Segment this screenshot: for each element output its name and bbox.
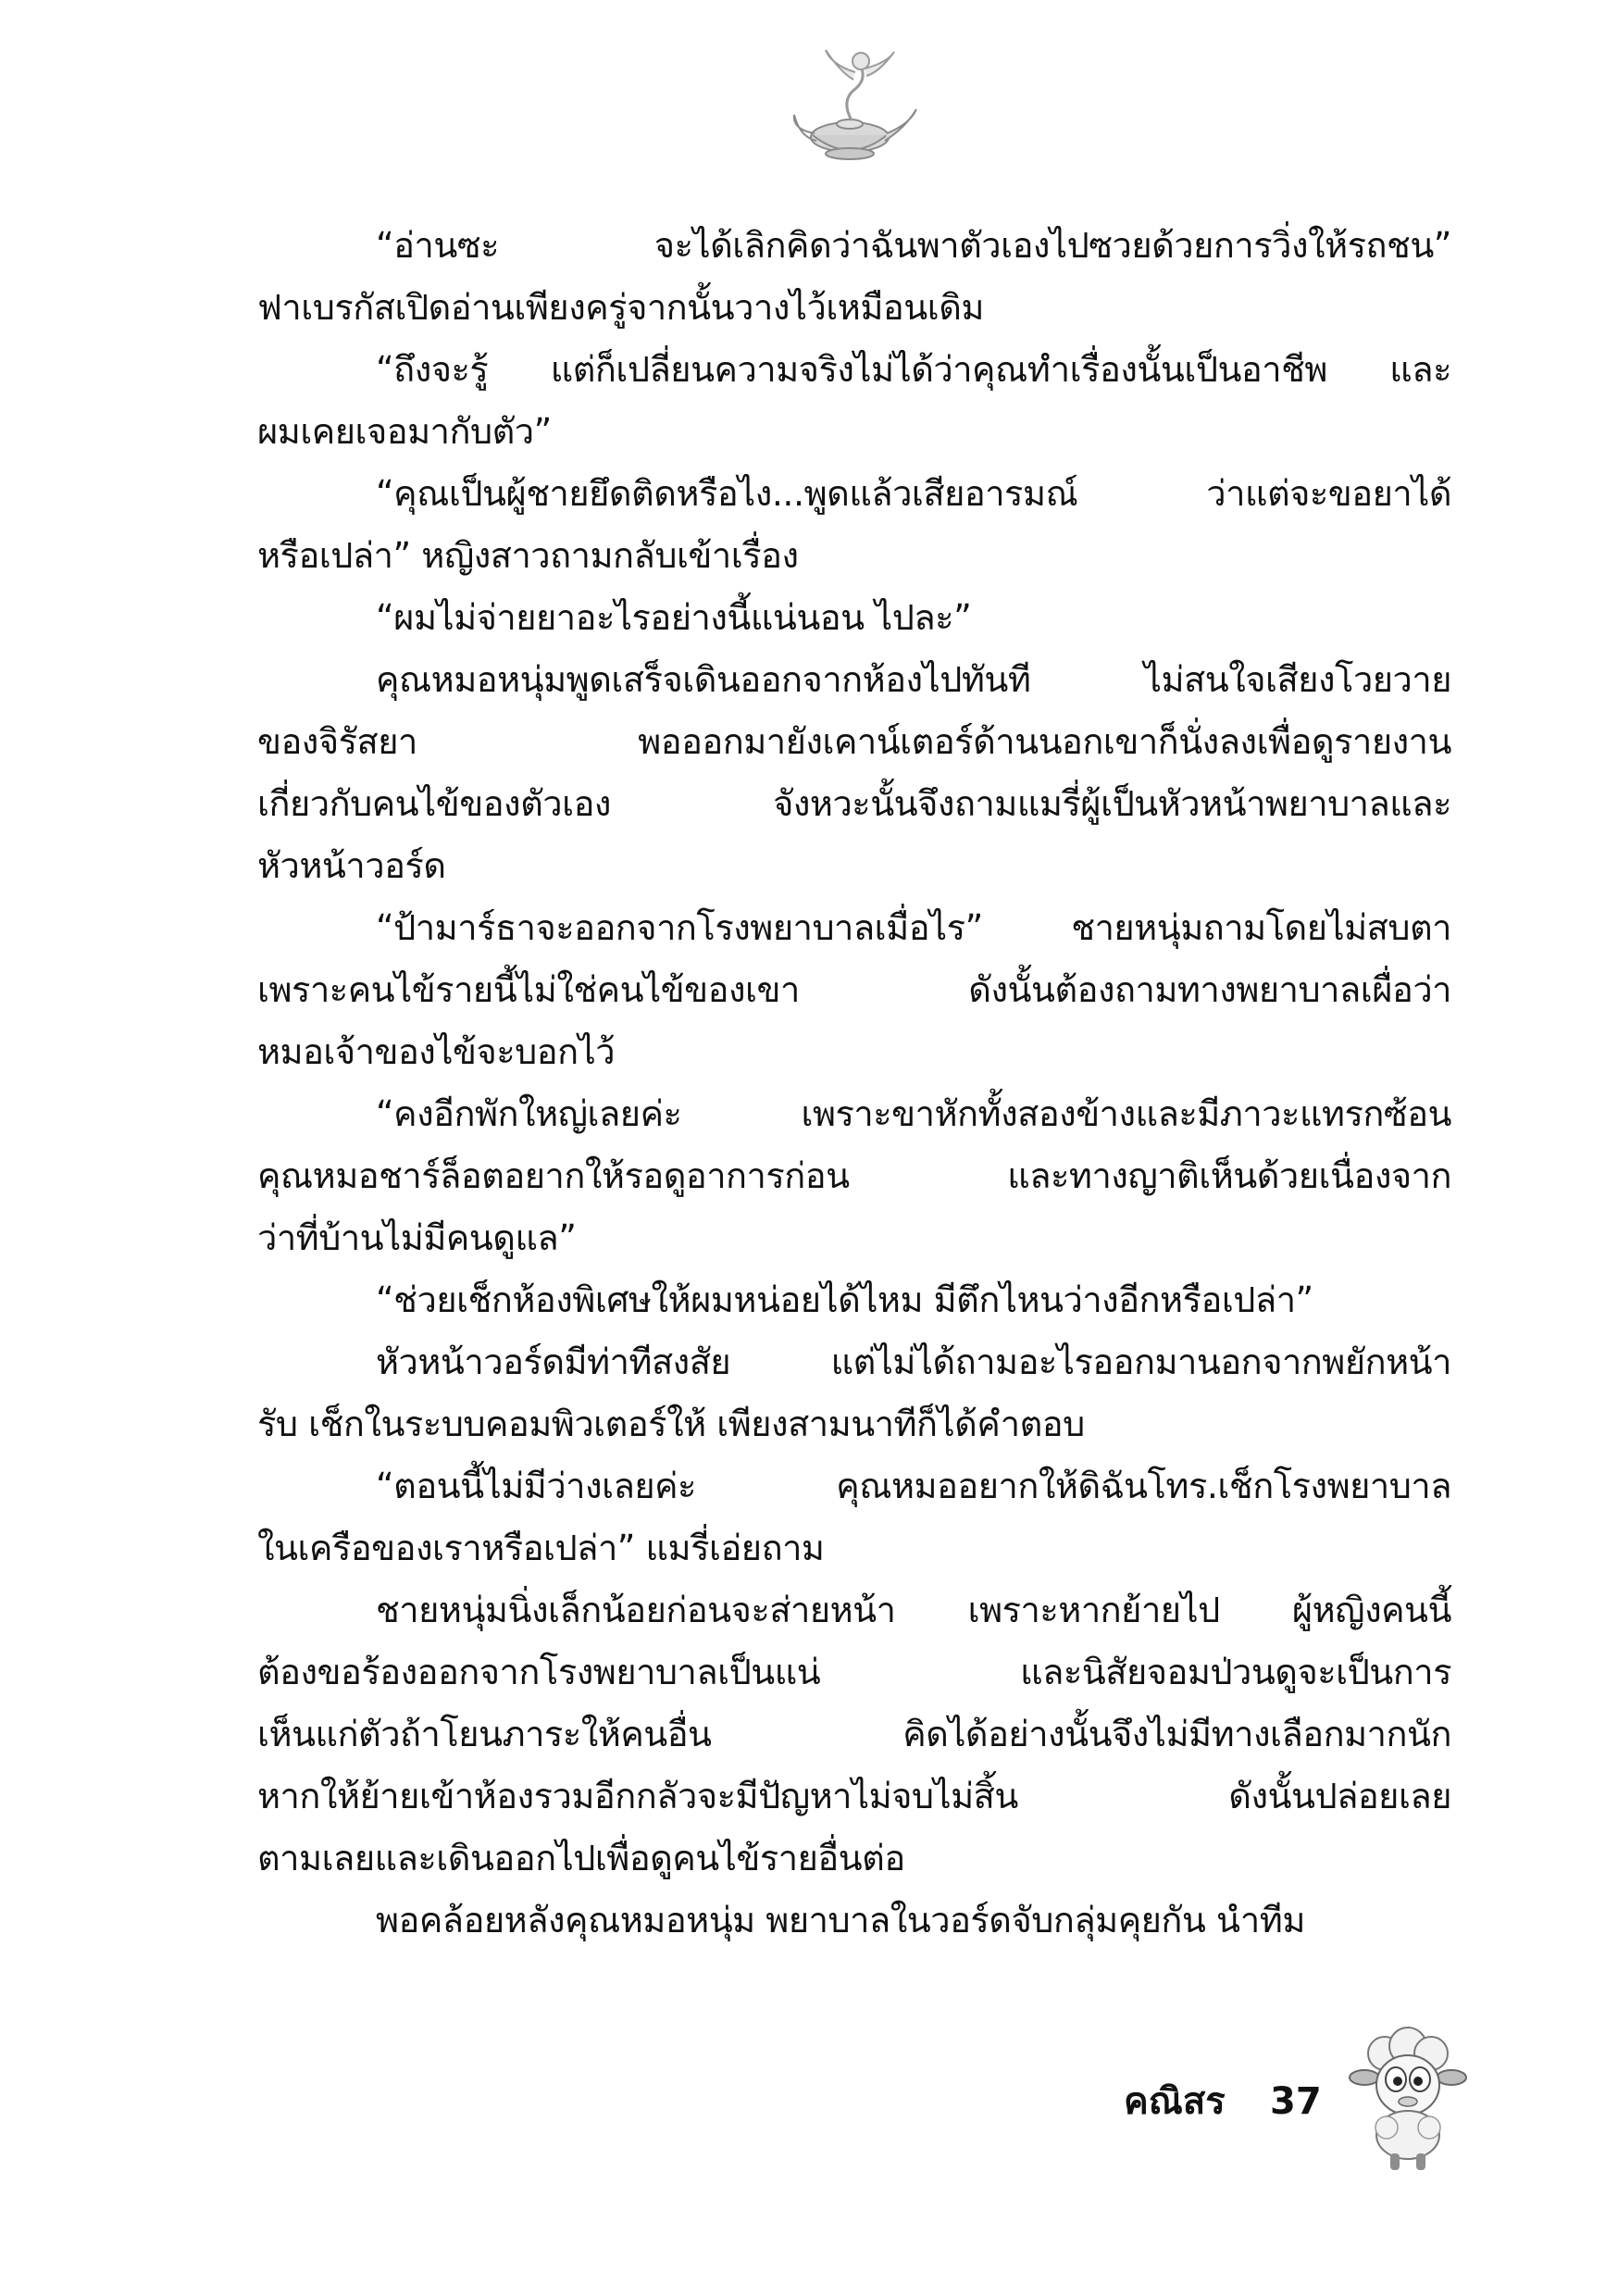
page-number: 37 <box>1270 2080 1322 2123</box>
text-line: ว่าที่บ้านไม่มีคนดูแล” <box>257 1217 577 1258</box>
text-line: “ช่วยเช็กห้องพิเศษให้ผมหน่อยได้ไหม มีตึกไหนว่างอีกหรือเปล่า” <box>376 1279 1313 1320</box>
text-line: หัวหน้าวอร์ดมีท่าทีสงสัย แต่ไม่ได้ถามอะไรออกมานอกจากพยักหน้า <box>376 1341 1451 1382</box>
text-line: พอคล้อยหลังคุณหมอหนุ่ม พยาบาลในวอร์ดจับกลุ่มคุยกัน นำทีม <box>376 1900 1305 1940</box>
text-line: ฟาเบรกัสเปิดอ่านเพียงครู่จากนั้นวางไว้เหมือนเดิม <box>257 287 984 328</box>
text-line: หมอเจ้าของไข้จะบอกไว้ <box>257 1031 616 1072</box>
text-line: ต้องขอร้องออกจากโรงพยาบาลเป็นแน่ และนิสัยจอมป่วนดูจะเป็นการ <box>257 1652 1451 1692</box>
text-line: หัวหน้าวอร์ด <box>257 845 446 886</box>
sheep-mascot-icon <box>1348 2026 1468 2174</box>
text-line: “ผมไม่จ่ายยาอะไรอย่างนี้แน่นอน ไปละ” <box>376 597 972 638</box>
body-text <box>257 215 1451 1952</box>
text-line: คุณหมอหนุ่มพูดเสร็จเดินออกจากห้องไปทันที ไม่สนใจเสียงโวยวาย <box>376 659 1451 700</box>
book-title: คณิสร <box>1124 2080 1226 2123</box>
text-line: “ตอนนี้ไม่มีว่างเลยค่ะ คุณหมออยากให้ดิฉันโทร.เช็กโรงพยาบาล <box>376 1466 1451 1506</box>
text-line: คุณหมอชาร์ล็อตอยากให้รอดูอาการก่อน และทางญาติเห็นด้วยเนื่องจาก <box>257 1155 1451 1196</box>
text-line: เพราะคนไข้รายนี้ไม่ใช่คนไข้ของเขา ดังนั้นต้องถามทางพยาบาลเผื่อว่า <box>257 969 1451 1010</box>
text-line: “อ่านซะ จะได้เลิกคิดว่าฉันพาตัวเองไปซวยด้วยการวิ่งให้รถชน” <box>376 225 1451 266</box>
text-line: รับ เช็กในระบบคอมพิวเตอร์ให้ เพียงสามนาทีก็ได้คำตอบ <box>257 1404 1085 1444</box>
text-line: ตามเลยและเดินออกไปเพื่อดูคนไข้รายอื่นต่อ <box>257 1838 905 1878</box>
text-line: เห็นแก่ตัวถ้าโยนภาระให้คนอื่น คิดได้อย่างนั้นจึงไม่มีทางเลือกมากนัก <box>257 1714 1451 1754</box>
text-line: หากให้ย้ายเข้าห้องรวมอีกกลัวจะมีปัญหาไม่จบไม่สิ้น ดังนั้นปล่อยเลย <box>257 1776 1451 1816</box>
text-line: ผมเคยเจอมากับตัว” <box>257 411 552 452</box>
genie-lamp-icon <box>776 44 924 174</box>
text-line: ในเครือของเราหรือเปล่า” แมรี่เอ่ยถาม <box>257 1528 825 1568</box>
text-line: “คงอีกพักใหญ่เลยค่ะ เพราะขาหักทั้งสองข้างและมีภาวะแทรกซ้อน <box>376 1093 1451 1134</box>
text-line: “คุณเป็นผู้ชายยึดติดหรือไง...พูดแล้วเสียอารมณ์ ว่าแต่จะขอยาได้ <box>376 473 1451 514</box>
text-line: ชายหนุ่มนิ่งเล็กน้อยก่อนจะส่ายหน้า เพราะหากย้ายไป ผู้หญิงคนนี้ <box>376 1590 1451 1630</box>
text-line: เกี่ยวกับคนไข้ของตัวเอง จังหวะนั้นจึงถามแมรี่ผู้เป็นหัวหน้าพยาบาลและ <box>257 783 1451 824</box>
text-line: ของจิรัสยา พอออกมายังเคาน์เตอร์ด้านนอกเขาก็นั่งลงเพื่อดูรายงาน <box>257 721 1451 762</box>
text-line: หรือเปล่า” หญิงสาวถามกลับเข้าเรื่อง <box>257 535 799 576</box>
text-line: “ถึงจะรู้ แต่ก็เปลี่ยนความจริงไม่ได้ว่าคุณทำเรื่องนั้นเป็นอาชีพ และ <box>376 349 1451 390</box>
text-line: “ป้ามาร์ธาจะออกจากโรงพยาบาลเมื่อไร” ชายหนุ่มถามโดยไม่สบตา <box>376 907 1451 948</box>
